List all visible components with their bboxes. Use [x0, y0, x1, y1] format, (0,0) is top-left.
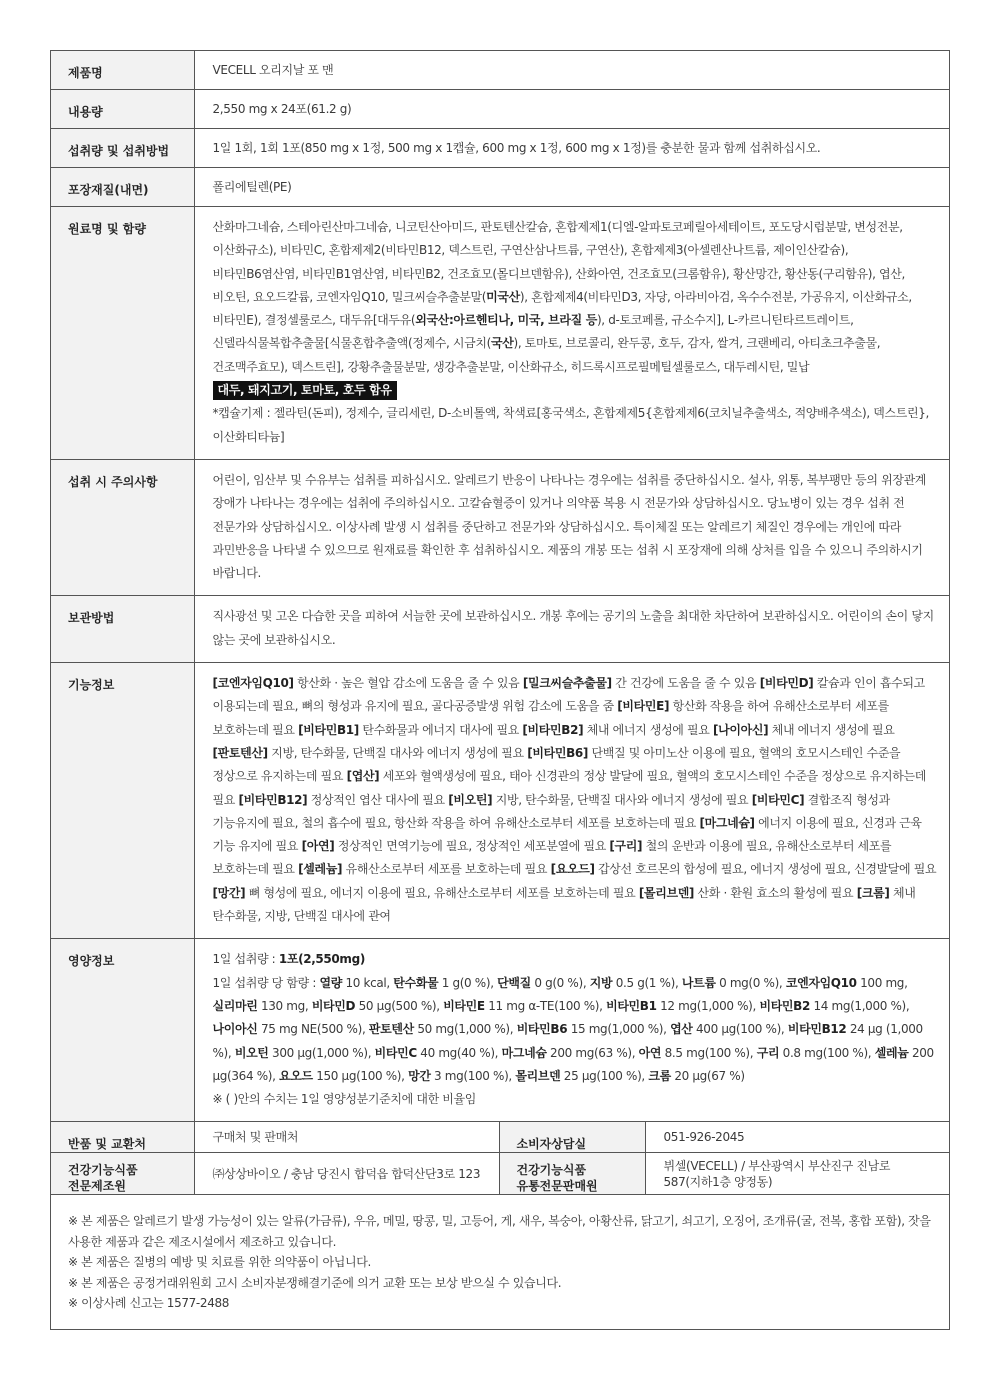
- nutrient-name: 마그네슘: [501, 1045, 547, 1060]
- value-function: [194, 663, 949, 939]
- nutrient-name: 비타민B1: [606, 998, 657, 1013]
- ingredients-text: ), 혼합제제4(비타민D3, 자당, 아라비아검, 옥수수전분, 가공유지, 이산화규소, 비타민E), 결정셀룰로스, 대두유[대두유(: [212, 289, 912, 328]
- function-desc: 뼈 형성에 필요, 에너지 이용에 필요, 유해산소로부터 세포를 보호하는데 필요: [248, 885, 636, 900]
- function-name: [망간]: [212, 885, 246, 900]
- function-desc: 항산화 작용을 하여 유해산소로부터 세포를 보호하는데 필요: [212, 699, 889, 737]
- nutrient-name: 비타민B2: [759, 998, 810, 1013]
- nutrient-name: 비타민B6: [516, 1022, 568, 1037]
- nutrient-name: 비타민B12: [787, 1022, 847, 1037]
- nutrient-name: 비오틴: [234, 1045, 269, 1060]
- label-content: 내용량: [51, 90, 194, 129]
- function-name: [크롬]: [856, 885, 890, 900]
- function-name: [몰리브덴]: [638, 885, 695, 900]
- function-name: [비타민B6]: [527, 745, 589, 760]
- nutrient-name: 비타민C: [374, 1045, 417, 1060]
- function-name: [판토텐산]: [212, 745, 268, 760]
- value-intake: 1일 1회, 1회 1포(850 mg x 1정, 500 mg x 1캡슐, 600 mg x 1정, 600 mg x 1정)를 충분한 물과 함께 섭취하십시오.: [194, 129, 949, 168]
- value-distributor: 뷔셀(VECELL) / 부산광역시 부산진구 진남로 587(지하1층 양정동): [645, 1153, 949, 1195]
- nutrient-name: 아연: [638, 1045, 662, 1060]
- value-ingredients: [194, 207, 949, 460]
- nutrient-value: 24 μg (1,000 %): [212, 1022, 923, 1060]
- ingredients-text: 산화마그네슘, 스테아린산마그네슘, 니코틴산아미드, 판토텐산칼슘, 혼합제제1(디엘-알파토코페릴아세테이트, 포도당시럽분말, 변성전분, 이산화규소), 비타민C, 혼합제제2(비타민B12, 덱스트린, 구연산삼나트륨, 구연산), 혼합제제3(아셀렌산나트륨, 제이인산칼슘), 비타민B6염산염, 비타민B1염산염, 비타민B2, 건조효모(몰디브덴함유), 산화아연, 건조효모(크롬함유), 황산망간, 황산동(구리함유), 엽산, 비오틴, 요오드칼륨, 코엔자임Q10, 밀크씨슬추출분말(: [212, 220, 905, 304]
- label-packaging: 포장재질(내면): [51, 168, 194, 207]
- function-desc: 결합조직 형성과 기능유지에 필요, 철의 흡수에 필요, 항산화 작용을 하여 유해산소로부터 세포를 보호하는데 필요: [212, 792, 890, 830]
- function-name: [비타민E]: [617, 699, 670, 714]
- function-name: [비타민C]: [751, 792, 805, 807]
- nutrient-value: 25 μg(100 %): [563, 1068, 642, 1083]
- label-storage: 보관방법: [51, 596, 194, 663]
- nutrient-name: 망간: [408, 1068, 431, 1083]
- function-name: [비오틴]: [448, 792, 493, 807]
- nutrient-name: 구리: [756, 1045, 780, 1060]
- ingredients-origin: 국산: [491, 336, 514, 351]
- function-desc: 간 건강에 도움을 줄 수 있음: [615, 676, 757, 691]
- nutrient-value: 20 μg(67 %): [674, 1068, 745, 1083]
- function-name: [아연]: [301, 839, 335, 854]
- function-desc: 세포와 혈액생성에 필요, 태아 신경관의 정상 발달에 필요, 혈액의 호모시스테인 수준을 정상으로 유지하는데 필요: [212, 769, 926, 807]
- function-desc: 정상적인 엽산 대사에 필요: [310, 792, 445, 807]
- nutrient-name: 단백질: [497, 975, 531, 990]
- nutrient-name: 비타민D: [311, 998, 356, 1013]
- function-name: [엽산]: [346, 769, 380, 784]
- label-manufacturer: [51, 1153, 194, 1195]
- nutrient-value: 40 mg(40 %): [420, 1045, 495, 1060]
- label-nutrition: 영양정보: [51, 939, 194, 1122]
- function-desc: 유해산소로부터 세포를 보호하는데 필요: [345, 862, 548, 877]
- function-desc: 지방, 탄수화물, 단백질 대사와 에너지 생성에 필요: [495, 792, 749, 807]
- function-desc: 체내 에너지 생성에 필요: [586, 722, 710, 737]
- nutrient-name: 열량: [319, 975, 342, 990]
- function-name: [요오드]: [550, 862, 595, 877]
- value-packaging: 폴리에틸렌(PE): [194, 168, 949, 207]
- function-name: [마그네슘]: [699, 815, 755, 830]
- nutrient-name: 코엔자임Q10: [785, 975, 857, 990]
- value-storage: 직사광선 및 고온 다습한 곳을 피하여 서늘한 곳에 보관하십시오. 개봉 후에는 공기의 노출을 최대한 차단하여 보관하십시오. 어린이의 손이 닿지 않는 곳에 보관하십시오.: [194, 596, 949, 663]
- nutrient-value: 130 mg: [260, 998, 305, 1013]
- function-desc: 단백질 및 아미노산 이용에 필요, 혈액의 호모시스테인 수준을 정상으로 유지하는데 필요: [212, 745, 901, 784]
- function-desc: 지방, 탄수화물, 단백질 대사와 에너지 생성에 필요: [271, 745, 524, 760]
- value-manufacturer: ㈜상상바이오 / 충남 당진시 합덕읍 합덕산단3로 123: [194, 1153, 499, 1195]
- function-desc: 철의 운반과 이용에 필요, 유해산소로부터 세포를 보호하는데 필요: [212, 839, 892, 877]
- nutrient-name: 셀레늄: [874, 1045, 909, 1060]
- row-packaging: [51, 168, 949, 207]
- note-line: ※ 본 제품은 질병의 예방 및 치료를 위한 의약품이 아닙니다.: [68, 1255, 371, 1270]
- row-nutrition: [51, 939, 949, 1122]
- function-name: [나이아신]: [712, 722, 769, 737]
- nutrient-value: 8.5 mg(100 %): [664, 1045, 750, 1060]
- function-desc: 항산화 · 높은 혈압 감소에 도움을 줄 수 있음: [297, 676, 520, 691]
- nutrient-name: 비타민E: [443, 998, 485, 1013]
- notes-section: [51, 1195, 949, 1329]
- label-returns: 반품 및 교환처: [51, 1122, 194, 1153]
- function-name: [비타민B2]: [522, 722, 584, 737]
- note-line: ※ 이상사례 신고는 1577-2488: [68, 1296, 230, 1311]
- nutrient-value: 300 μg(1,000 %): [272, 1045, 368, 1060]
- nutrient-name: 크롬: [648, 1068, 671, 1083]
- product-info-sheet: [50, 50, 950, 1330]
- nutrient-name: 나이아신: [212, 1022, 258, 1037]
- function-desc: 에너지 이용에 필요, 신경과 근육 기능 유지에 필요: [212, 815, 922, 854]
- value-content: 2,550 mg x 24포(61.2 g): [194, 90, 949, 129]
- label-distributor: [499, 1153, 645, 1195]
- row-intake: [51, 129, 949, 168]
- row-manufacturer: [51, 1153, 949, 1195]
- nutrient-name: 탄수화물: [393, 975, 439, 990]
- nutrient-value: 0 g(0 %): [534, 975, 583, 990]
- serving-value: 1포(2,550mg): [278, 952, 365, 967]
- function-desc: 탄수화물과 에너지 대사에 필요: [362, 722, 519, 737]
- note-line: ※ 본 제품은 공정거래위원회 고시 소비자분쟁해결기준에 의거 교환 또는 보상 받으실 수 있습니다.: [68, 1275, 562, 1290]
- label-intake: 섭취량 및 섭취방법: [51, 129, 194, 168]
- label-distributor-line: 유통전문판매원: [516, 1179, 598, 1194]
- function-desc: 칼슘과 인이 흡수되고 이용되는데 필요, 뼈의 형성과 유지에 필요, 골다공증발생 위험 감소에 도움을 줌: [212, 676, 925, 714]
- value-nutrition: [194, 939, 949, 1122]
- nutrient-value: 0 mg(0 %): [719, 975, 779, 990]
- capsule-base: *캡슐기제 : 젤라틴(돈피), 정제수, 글리세린, D-소비톨액, 착색료[홍국색소, 혼합제제5{혼합제제6(코치닐추출색소, 적양배추색소), 덱스트린}, 이산화티타늄]: [212, 406, 929, 444]
- nutrient-name: 요오드: [279, 1068, 313, 1083]
- nutrient-value: 1 g(0 %): [441, 975, 491, 990]
- row-product-name: [51, 51, 949, 90]
- nutrient-value: 12 mg(1,000 %): [660, 998, 753, 1013]
- function-name: [셀레늄]: [298, 862, 343, 877]
- nutrient-name: 몰리브덴: [515, 1068, 561, 1083]
- label-precautions: 섭취 시 주의사항: [51, 459, 194, 595]
- value-precautions: 어린이, 임산부 및 수유부는 섭취를 피하십시오. 알레르기 반응이 나타나는 경우에는 섭취를 중단하십시오. 설사, 위통, 복부팽만 등의 위장관계 장애가 나타나는 경우에는 섭취에 주의하십시오. 고칼슘혈증이 있거나 의약품 복용 시 전문가와 상담하십시오. 당뇨병이 있는 경우 섭취 전 전문가와 상담하십시오. 이상사례 발생 시 섭취를 중단하고 전문가와 상담하십시오. 특이체질 또는 알레르기 체질인 경우에는 개인에 따라 과민반응을 나타낼 수 있으므로 원재료를 확인한 후 섭취하십시오. 제품의 개봉 또는 섭취 시 포장재에 의해 상처를 입을 수 있으니 주의하시기 바랍니다.: [194, 459, 949, 595]
- nutrient-name: 실리마린: [212, 998, 258, 1013]
- label-distributor-line: 건강기능식품: [516, 1163, 587, 1178]
- nutrient-value: 75 mg NE(500 %): [260, 1022, 362, 1037]
- nutrient-list: 1일 섭취량 당 함량 : 열량 10 kcal, 탄수화물 1 g(0 %), 단백질 0 g(0 %), 지방 0.5 g(1 %), 나트륨 0 mg(0 %), 코엔자임Q10 100 mg, 실리마린 130 mg, 비타민D 50 μg(500 %), 비타민E 11 mg α-TE(100 %), 비타민B1 12 mg(1,000 %), 비타민B2 14 mg(1,000 %), 나이아신 75 mg NE(500 %), 판토텐산 50 mg(1,000 %), 비타민B6 15 mg(1,000 %), 엽산 400 μg(100 %), 비타민B12 24 μg (1,000 %), 비오틴 300 μg(1,000 %), 비타민C 40 mg(40 %), 마그네슘 200 mg(63 %), 아연 8.5 mg(100 %), 구리 0.8 mg(100 %), 셀레늄 200 μg(364 %), 요오드 150 μg(100 %), 망간 3 mg(100 %), 몰리브덴 25 μg(100 %), 크롬 20 μg(67 %): [212, 975, 934, 1083]
- nutrient-value: 10 kcal: [345, 975, 387, 990]
- nutrient-value: 150 μg(100 %): [316, 1068, 402, 1083]
- nutrient-value: 100 mg: [860, 975, 905, 990]
- function-name: [구리]: [609, 839, 643, 854]
- nutrient-name: 지방: [589, 975, 613, 990]
- function-desc: 갑상선 호르몬의 합성에 필요, 에너지 생성에 필요, 신경발달에 필요: [598, 862, 937, 877]
- nutrient-value: 14 mg(1,000 %): [813, 998, 906, 1013]
- nutrient-value: 50 μg(500 %): [358, 998, 437, 1013]
- nutrient-name: 엽산: [670, 1022, 693, 1037]
- value-returns: 구매처 및 판매처: [194, 1122, 499, 1153]
- ingredients-text: ), 토마토, 브로콜리, 완두콩, 호두, 감자, 쌀겨, 크랜베리, 아티초크추출물, 건조맥주효모), 덱스트린], 강황추출물분말, 생강추출분말, 이산화규소, 히드록시프로필메틸셀룰로스, 대두레시틴, 밀납: [212, 336, 881, 374]
- serving-size: [213, 948, 938, 971]
- label-manufacturer-line: 전문제조원: [68, 1179, 126, 1194]
- ingredients-origin: 외국산:아르헨티나, 미국, 브라질 등: [415, 313, 597, 328]
- function-name: [비타민D]: [759, 676, 814, 691]
- value-product-name: VECELL 오리지날 포 맨: [194, 51, 949, 90]
- ingredients-origin: 미국산: [486, 289, 520, 304]
- nutrient-value: 200 μg(364 %): [212, 1045, 934, 1083]
- nutrient-name: 판토텐산: [368, 1022, 414, 1037]
- label-function: 기능정보: [51, 663, 194, 939]
- amount-prefix: 1일 섭취량 당 함량 :: [212, 975, 320, 990]
- nutrient-value: 3 mg(100 %): [434, 1068, 509, 1083]
- label-manufacturer-line: 건강기능식품: [68, 1163, 138, 1178]
- function-desc: 체내 탄수화물, 지방, 단백질 대사에 관여: [212, 885, 916, 924]
- nutrient-value: 11 mg α-TE(100 %): [488, 998, 600, 1013]
- note-line: ※ 본 제품은 알레르기 발생 가능성이 있는 알류(가금류), 우유, 메밀, 땅콩, 밀, 고등어, 게, 새우, 복숭아, 아황산류, 닭고기, 쇠고기, 오징어, 조개류(굴, 전복, 홍합 포함), 잣을 사용한 제품과 같은 제조시설에서 제조하고 있습니다.: [68, 1214, 931, 1249]
- row-returns: [51, 1122, 949, 1153]
- row-ingredients: [51, 207, 949, 460]
- value-consumer-center: 051-926-2045: [645, 1122, 949, 1153]
- nutrient-value: 400 μg(100 %): [696, 1022, 781, 1037]
- row-content: [51, 90, 949, 129]
- label-ingredients: 원료명 및 함량: [51, 207, 194, 460]
- nutrient-value: 50 mg(1,000 %): [417, 1022, 510, 1037]
- function-desc: 체내 에너지 생성에 필요: [771, 722, 895, 737]
- serving-prefix: 1일 섭취량 :: [212, 952, 279, 967]
- allergen-badge: 대두, 돼지고기, 토마토, 호두 함유: [213, 381, 397, 400]
- function-name: [비타민B1]: [298, 722, 359, 737]
- row-storage: [51, 596, 949, 663]
- product-info-table: [51, 51, 949, 1195]
- ingredients-text: ), d-토코페롤, 규소수지], L-카르니틴타르트레이트, 신델라식물복합추출물[식물혼합추출액(정제수, 시금치(: [212, 313, 854, 351]
- nutrient-value: 0.5 g(1 %): [615, 975, 675, 990]
- function-name: [밀크씨슬추출물]: [522, 676, 612, 691]
- nutrient-value: 15 mg(1,000 %): [570, 1022, 664, 1037]
- function-name: [코엔자임Q10]: [212, 676, 294, 691]
- function-desc: 산화 · 환원 효소의 활성에 필요: [697, 885, 854, 900]
- function-desc: 정상적인 면역기능에 필요, 정상적인 세포분열에 필요: [337, 839, 606, 854]
- nutrient-value: 0.8 mg(100 %): [782, 1045, 868, 1060]
- nutrition-note: ※ ( )안의 수치는 1일 영양성분기준치에 대한 비율임: [212, 1092, 477, 1107]
- nutrient-name: 나트륨: [681, 975, 716, 990]
- row-function: [51, 663, 949, 939]
- row-precautions: [51, 459, 949, 595]
- label-product-name: 제품명: [51, 51, 194, 90]
- label-consumer-center: 소비자상담실: [499, 1122, 645, 1153]
- nutrient-value: 200 mg(63 %): [550, 1045, 632, 1060]
- function-name: [비타민B12]: [238, 792, 308, 807]
